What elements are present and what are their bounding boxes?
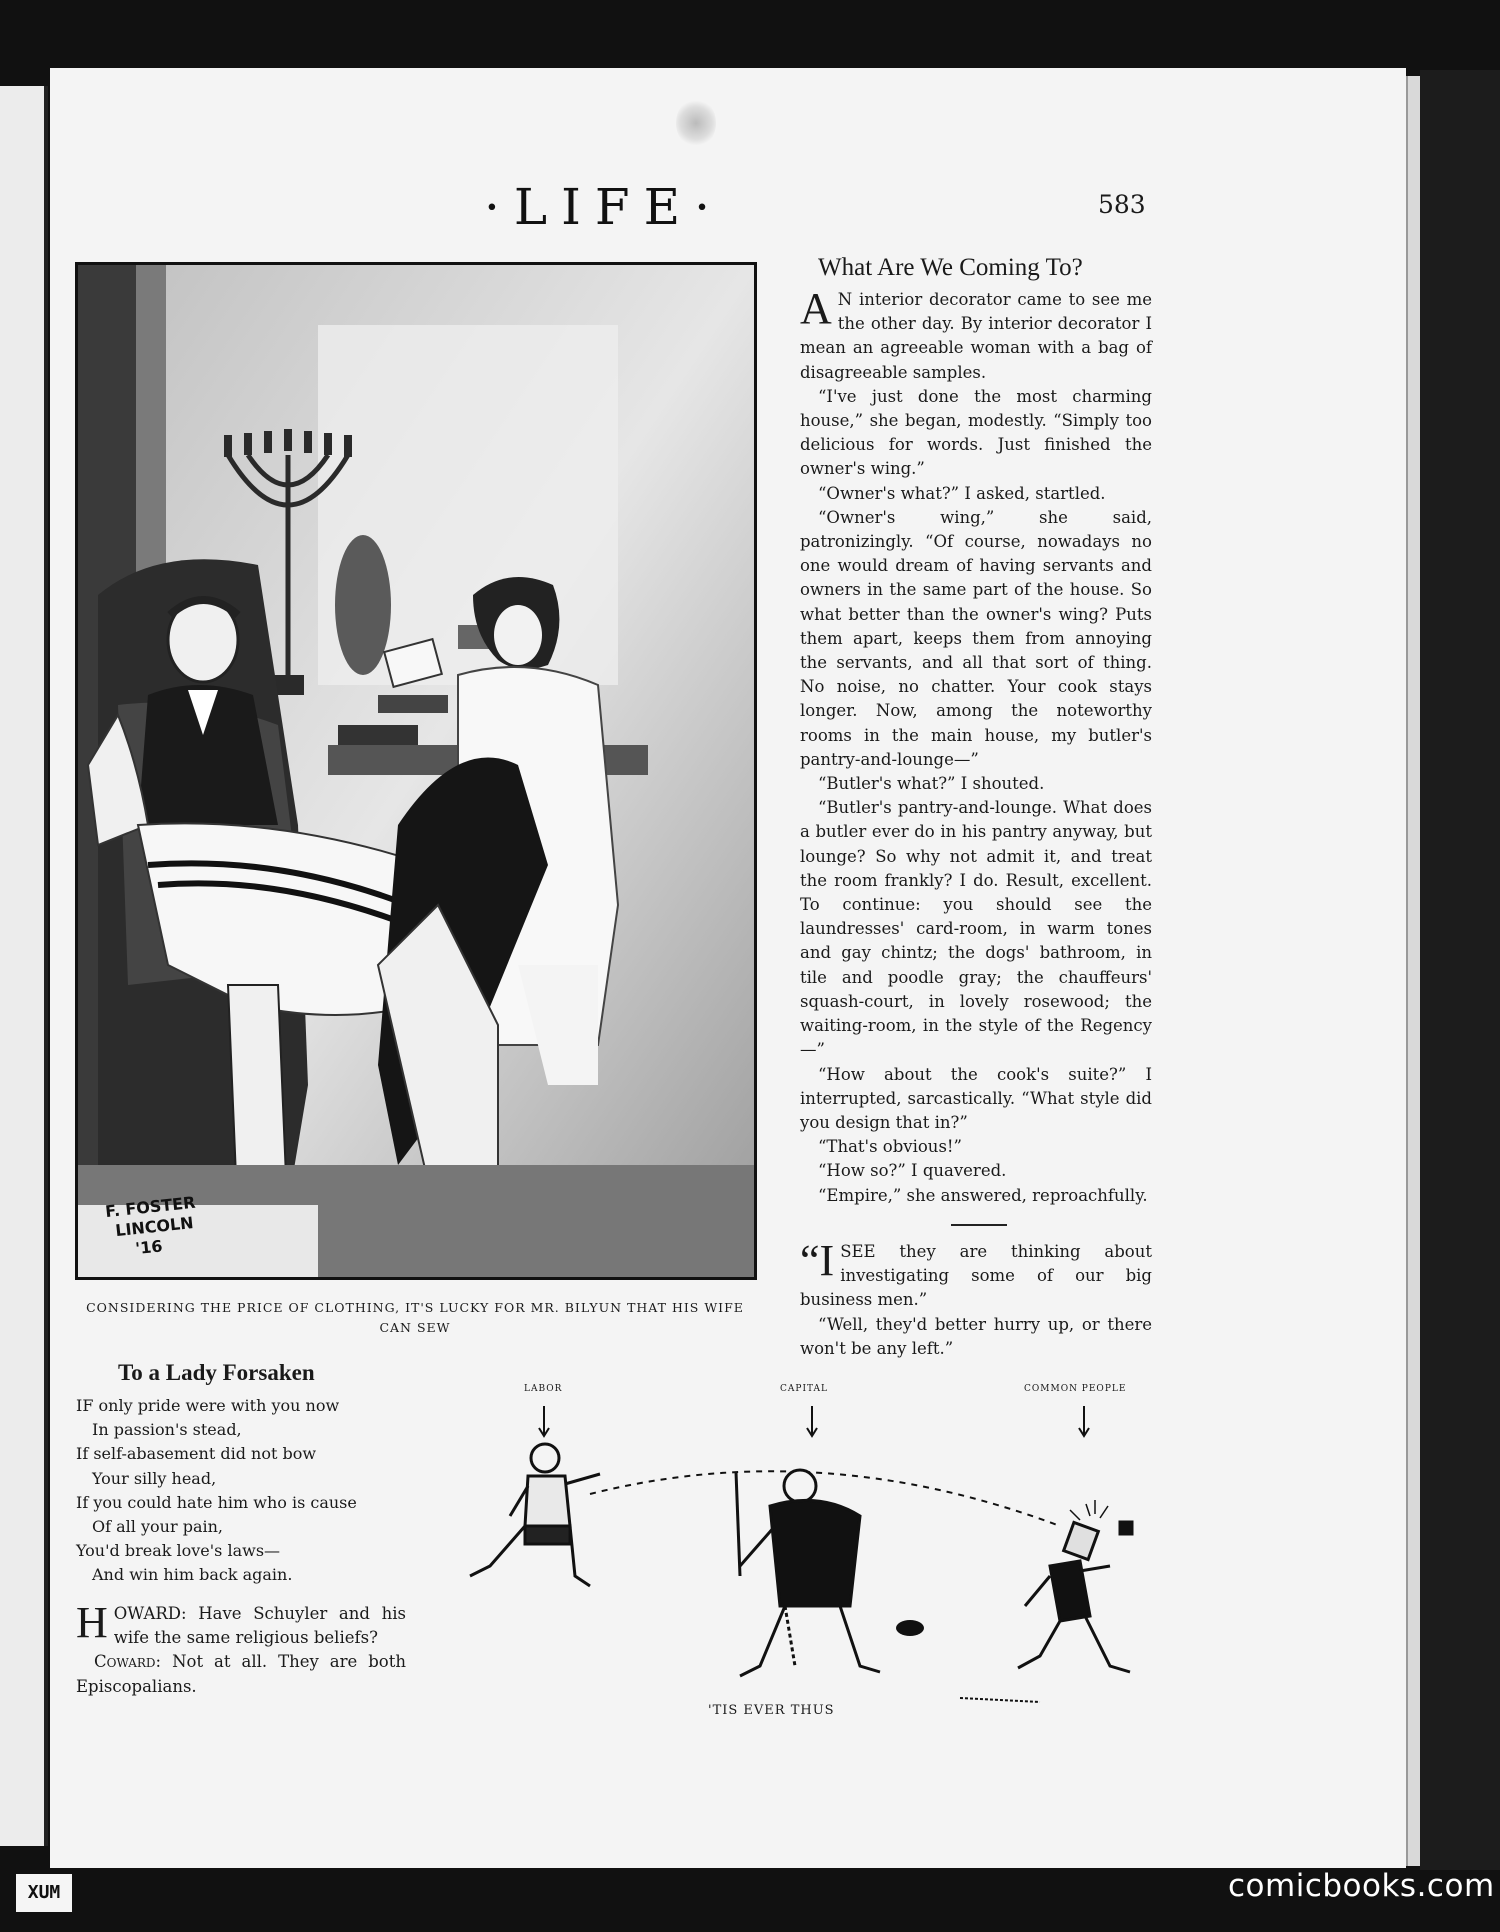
poem-line: In passion's stead, xyxy=(92,1420,242,1440)
dialogue-speaker1: OWARD: xyxy=(113,1604,187,1623)
left-page-edge xyxy=(0,86,48,1846)
illustrator-signature-line1: F. FOSTER xyxy=(104,1192,197,1222)
label-labor: LABOR xyxy=(524,1384,563,1394)
dialogue-dropcap: H xyxy=(76,1598,108,1647)
article-paragraph: “Owner's wing,” she said, patronizingly. “Of course, nowadays no one would dream of having servants and owners in the same part of the house. So what better than the owner's wing? Puts them apart, keeps them from annoying the servants, and all that sort of thing. No noise, no chatter. Your cook stays longer. Now, among the noteworthy rooms in the main house, my butler's pantry-and-lounge—” xyxy=(800,507,1152,769)
joke-dropcap: “I xyxy=(800,1236,835,1285)
poem-line: And win him back again. xyxy=(92,1565,293,1585)
dialogue-line2: Not at all. They are both Episcopalians. xyxy=(76,1652,407,1696)
illustration-caption: CONSIDERING THE PRICE OF CLOTHING, IT'S LUCKY FOR MR. BILYUN THAT HIS WIFE CAN SEW xyxy=(86,1300,744,1335)
poem-line: If self-abasement did not bow xyxy=(76,1444,317,1464)
page-edge-strip xyxy=(1406,76,1420,1866)
page-number: 583 xyxy=(1098,190,1146,219)
paper-stain xyxy=(676,98,716,148)
site-watermark: comicbooks.com xyxy=(1228,1868,1495,1904)
poem-line: You'd break love's laws— xyxy=(76,1541,281,1561)
common-people-figure xyxy=(1018,1522,1132,1672)
poem-line: Of all your pain, xyxy=(92,1517,223,1537)
article-paragraph: “I've just done the most charming house,” she began, modestly. “Simply too delicious for words. Just finished the owner's wing.” xyxy=(800,386,1152,479)
cartoon-drawing xyxy=(440,1376,1170,1712)
dialogue-joke xyxy=(76,1598,407,1699)
masthead: ·LIFE· xyxy=(484,178,724,236)
joke-block xyxy=(800,1236,1152,1361)
poem-line: IF only pride were with you now xyxy=(76,1396,340,1415)
scan-background xyxy=(1420,70,1500,1870)
article-body xyxy=(800,284,1152,1208)
capital-figure xyxy=(736,1470,880,1676)
dialogue-line1: Have Schuyler and his wife the same religious beliefs? xyxy=(113,1604,406,1648)
joke-question: SEE they are thinking about investigating some of our big business men.” xyxy=(800,1242,1152,1310)
cartoon-caption: 'TIS EVER THUS xyxy=(708,1703,835,1718)
labor-figure xyxy=(470,1444,600,1586)
article-paragraph: “How about the cook's suite?” I interrupted, sarcastically. “What style did you design that in?” xyxy=(800,1064,1152,1132)
joke-reply: “Well, they'd better hurry up, or there won't be any left.” xyxy=(800,1314,1152,1358)
poem-line: Your silly head, xyxy=(92,1468,217,1488)
xum-badge: XUM xyxy=(16,1874,72,1912)
label-common-people: COMMON PEOPLE xyxy=(1024,1384,1127,1394)
illustrator-signature-line3: '16 xyxy=(134,1236,164,1259)
article-paragraph: “Owner's what?” I asked, startled. xyxy=(818,483,1106,503)
main-illustration xyxy=(75,262,757,1280)
article-paragraph: “Butler's pantry-and-lounge. What does a butler ever do in his pantry anyway, but lounge? So why not admit it, and treat the room frankly? I do. Result, excellent. To continue: you should see the laundresses' card-room, in warm tones and gay chintz; the dogs' bathroom, in tile and poodle gray; the chauffeurs' squash-court, in lovely rosewood; the waiting-room, in the style of the Regency—” xyxy=(800,798,1152,1060)
article-paragraph: “Butler's what?” I shouted. xyxy=(818,774,1045,794)
article-dropcap: A xyxy=(800,284,832,333)
article-title: What Are We Coming To? xyxy=(818,254,1083,281)
poem-line: If you could hate him who is cause xyxy=(76,1492,357,1512)
article-paragraph: “Empire,” she answered, reproachfully. xyxy=(818,1185,1148,1205)
illustration-drawing xyxy=(78,265,754,1277)
illustrator-signature-line2: LINCOLN xyxy=(114,1213,195,1241)
poem-title: To a Lady Forsaken xyxy=(118,1360,315,1385)
label-capital: CAPITAL xyxy=(780,1384,828,1394)
dialogue-speaker2: Coward: xyxy=(94,1652,162,1672)
hat xyxy=(896,1620,924,1636)
cartoon xyxy=(440,1376,1170,1712)
section-rule xyxy=(951,1224,1007,1226)
article-paragraph: “That's obvious!” xyxy=(818,1137,962,1157)
article-opening: N interior decorator came to see me the other day. By interior decorator I mean an agreeable woman with a bag of disagreeable samples. xyxy=(800,290,1152,382)
poem xyxy=(76,1394,416,1588)
article-paragraph: “How so?” I quavered. xyxy=(818,1161,1007,1181)
